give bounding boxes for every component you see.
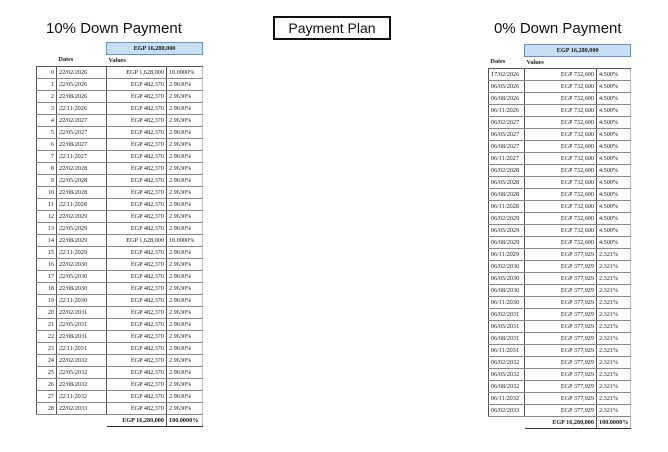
table-row — [37, 175, 203, 187]
values-column-header: Values — [107, 55, 167, 67]
table-row — [489, 381, 631, 393]
row-date: 06/08/2028 — [489, 189, 525, 201]
row-index: 20 — [37, 307, 57, 319]
row-percent: 2.9630% — [167, 403, 203, 415]
row-date: 22/08/2027 — [57, 139, 107, 151]
table-row — [37, 127, 203, 139]
table-row — [489, 201, 631, 213]
row-percent: 4.500% — [597, 189, 631, 201]
row-index: 17 — [37, 271, 57, 283]
row-percent: 4.500% — [597, 165, 631, 177]
row-date: 06/11/2027 — [489, 153, 525, 165]
total-row — [37, 415, 203, 427]
row-value: EGP 377,929 — [525, 369, 597, 381]
row-date: 22/05/2032 — [57, 367, 107, 379]
row-percent: 2.9630% — [167, 139, 203, 151]
table-row — [489, 69, 631, 81]
row-date: 22/11/2030 — [57, 295, 107, 307]
row-date: 22/08/2026 — [57, 91, 107, 103]
table-row — [489, 225, 631, 237]
row-date: 22/02/2029 — [57, 211, 107, 223]
table-row — [37, 115, 203, 127]
row-date: 17/02/2026 — [489, 69, 525, 81]
table-row — [489, 393, 631, 405]
row-index: 5 — [37, 127, 57, 139]
row-index: 1 — [37, 79, 57, 91]
row-date: 22/05/2027 — [57, 127, 107, 139]
row-percent: 4.500% — [597, 213, 631, 225]
total-value: EGP 16,280,000 — [525, 417, 597, 429]
table-row — [37, 247, 203, 259]
row-date: 06/02/2032 — [489, 357, 525, 369]
table-row — [489, 249, 631, 261]
table-row — [489, 405, 631, 417]
row-index: 22 — [37, 331, 57, 343]
total-percent: 100.0000% — [597, 417, 631, 429]
row-value: EGP 377,929 — [525, 405, 597, 417]
table-row — [489, 117, 631, 129]
row-percent: 4.500% — [597, 141, 631, 153]
row-date: 22/02/2033 — [57, 403, 107, 415]
table-row — [37, 391, 203, 403]
row-index: 19 — [37, 295, 57, 307]
row-index: 0 — [37, 67, 57, 79]
table-row — [37, 91, 203, 103]
table-row — [37, 307, 203, 319]
row-percent: 4.500% — [597, 69, 631, 81]
row-index: 25 — [37, 367, 57, 379]
row-value: EGP 482,370 — [107, 211, 167, 223]
row-value: EGP 732,600 — [525, 69, 597, 81]
row-value: EGP 732,600 — [525, 153, 597, 165]
row-date: 22/02/2028 — [57, 163, 107, 175]
row-date: 22/11/2026 — [57, 103, 107, 115]
row-percent: 2.321% — [597, 369, 631, 381]
row-percent: 2.9630% — [167, 391, 203, 403]
table-row — [489, 333, 631, 345]
table-row — [489, 369, 631, 381]
row-date: 22/05/2026 — [57, 79, 107, 91]
table-row — [489, 105, 631, 117]
row-percent: 2.321% — [597, 297, 631, 309]
row-value: EGP 482,370 — [107, 139, 167, 151]
row-value: EGP 377,929 — [525, 285, 597, 297]
table-row — [37, 331, 203, 343]
row-percent: 2.9630% — [167, 247, 203, 259]
row-date: 06/11/2026 — [489, 105, 525, 117]
row-date: 22/05/2031 — [57, 319, 107, 331]
row-index: 16 — [37, 259, 57, 271]
row-percent: 2.321% — [597, 333, 631, 345]
right-plan-heading: 0% Down Payment — [494, 20, 622, 37]
row-date: 06/05/2030 — [489, 273, 525, 285]
table-row — [37, 259, 203, 271]
row-date: 06/08/2026 — [489, 93, 525, 105]
table-row — [37, 199, 203, 211]
row-date: 06/08/2029 — [489, 237, 525, 249]
row-value: EGP 482,370 — [107, 115, 167, 127]
row-date: 22/02/2026 — [57, 67, 107, 79]
row-percent: 2.321% — [597, 357, 631, 369]
row-percent: 4.500% — [597, 93, 631, 105]
row-index: 23 — [37, 343, 57, 355]
total-amount-caption: EGP 16,280,000 — [107, 43, 203, 55]
row-value: EGP 482,370 — [107, 79, 167, 91]
row-value: EGP 482,370 — [107, 151, 167, 163]
table-row — [489, 165, 631, 177]
row-percent: 2.9630% — [167, 199, 203, 211]
row-value: EGP 482,370 — [107, 319, 167, 331]
total-row — [489, 417, 631, 429]
row-date: 06/02/2033 — [489, 405, 525, 417]
table-row — [489, 213, 631, 225]
row-value: EGP 482,370 — [107, 379, 167, 391]
row-value: EGP 482,370 — [107, 91, 167, 103]
row-percent: 2.9630% — [167, 271, 203, 283]
row-value: EGP 482,370 — [107, 259, 167, 271]
row-value: EGP 1,628,000 — [107, 235, 167, 247]
row-value: EGP 1,628,000 — [107, 67, 167, 79]
table-row — [37, 103, 203, 115]
table-row — [489, 237, 631, 249]
row-percent: 2.321% — [597, 405, 631, 417]
row-date: 22/08/2030 — [57, 283, 107, 295]
row-percent: 2.9630% — [167, 259, 203, 271]
row-value: EGP 732,600 — [525, 189, 597, 201]
row-percent: 4.500% — [597, 117, 631, 129]
row-percent: 4.500% — [597, 129, 631, 141]
row-percent: 4.500% — [597, 105, 631, 117]
row-index: 14 — [37, 235, 57, 247]
row-index: 21 — [37, 319, 57, 331]
blank-cell — [489, 417, 525, 429]
table-row — [37, 139, 203, 151]
row-date: 06/11/2029 — [489, 249, 525, 261]
table-row — [489, 129, 631, 141]
row-date: 06/05/2027 — [489, 129, 525, 141]
row-value: EGP 377,929 — [525, 261, 597, 273]
row-date: 06/05/2031 — [489, 321, 525, 333]
row-index: 8 — [37, 163, 57, 175]
row-value: EGP 377,929 — [525, 381, 597, 393]
row-percent: 4.500% — [597, 201, 631, 213]
table-row — [37, 223, 203, 235]
table-row — [37, 79, 203, 91]
row-percent: 2.9630% — [167, 331, 203, 343]
row-index: 9 — [37, 175, 57, 187]
table-row — [489, 141, 631, 153]
row-value: EGP 732,600 — [525, 177, 597, 189]
row-value: EGP 732,600 — [525, 213, 597, 225]
row-date: 06/11/2031 — [489, 345, 525, 357]
total-percent: 100.0000% — [167, 415, 203, 427]
table-row — [489, 345, 631, 357]
row-date: 06/08/2027 — [489, 141, 525, 153]
row-percent: 2.9630% — [167, 127, 203, 139]
table-row — [489, 297, 631, 309]
row-index: 28 — [37, 403, 57, 415]
row-percent: 2.9630% — [167, 187, 203, 199]
row-index: 10 — [37, 187, 57, 199]
row-date: 06/08/2030 — [489, 285, 525, 297]
row-date: 22/08/2032 — [57, 379, 107, 391]
row-date: 22/05/2028 — [57, 175, 107, 187]
row-value: EGP 482,370 — [107, 163, 167, 175]
row-percent: 2.9630% — [167, 211, 203, 223]
row-value: EGP 377,929 — [525, 309, 597, 321]
table-row — [37, 319, 203, 331]
row-date: 06/05/2026 — [489, 81, 525, 93]
row-value: EGP 482,370 — [107, 283, 167, 295]
table-row — [37, 151, 203, 163]
row-date: 22/11/2031 — [57, 343, 107, 355]
blank-cell — [57, 415, 107, 427]
row-percent: 2.9630% — [167, 175, 203, 187]
table-row — [37, 379, 203, 391]
values-column-header: Values — [525, 57, 597, 69]
row-date: 06/05/2032 — [489, 369, 525, 381]
row-date: 22/08/2031 — [57, 331, 107, 343]
row-value: EGP 732,600 — [525, 117, 597, 129]
row-index: 15 — [37, 247, 57, 259]
table-row — [489, 153, 631, 165]
row-index: 24 — [37, 355, 57, 367]
row-percent: 4.500% — [597, 81, 631, 93]
table-row — [37, 355, 203, 367]
row-date: 06/11/2032 — [489, 393, 525, 405]
table-row — [37, 211, 203, 223]
dates-column-header: Dates — [57, 55, 107, 67]
blank-cell — [37, 415, 57, 427]
table-row — [37, 187, 203, 199]
left-plan-heading: 10% Down Payment — [46, 20, 182, 37]
row-date: 06/02/2031 — [489, 309, 525, 321]
row-percent: 2.9630% — [167, 151, 203, 163]
row-value: EGP 732,600 — [525, 201, 597, 213]
row-value: EGP 732,600 — [525, 81, 597, 93]
row-index: 27 — [37, 391, 57, 403]
row-percent: 2.9630% — [167, 283, 203, 295]
row-percent: 2.9630% — [167, 115, 203, 127]
row-percent: 4.500% — [597, 225, 631, 237]
row-index: 7 — [37, 151, 57, 163]
row-percent: 2.321% — [597, 321, 631, 333]
row-date: 22/11/2027 — [57, 151, 107, 163]
table-row — [489, 273, 631, 285]
row-percent: 2.9630% — [167, 79, 203, 91]
row-percent: 2.9630% — [167, 295, 203, 307]
row-value: EGP 482,370 — [107, 403, 167, 415]
total-value: EGP 16,280,000 — [107, 415, 167, 427]
row-value: EGP 482,370 — [107, 307, 167, 319]
row-date: 22/02/2031 — [57, 307, 107, 319]
row-date: 22/08/2028 — [57, 187, 107, 199]
row-value: EGP 377,929 — [525, 321, 597, 333]
table-row — [37, 163, 203, 175]
row-date: 22/11/2028 — [57, 199, 107, 211]
row-value: EGP 732,600 — [525, 93, 597, 105]
row-date: 06/11/2028 — [489, 201, 525, 213]
row-value: EGP 482,370 — [107, 331, 167, 343]
row-value: EGP 377,929 — [525, 273, 597, 285]
row-value: EGP 482,370 — [107, 271, 167, 283]
row-index: 2 — [37, 91, 57, 103]
row-value: EGP 482,370 — [107, 343, 167, 355]
row-value: EGP 377,929 — [525, 249, 597, 261]
table-row — [489, 261, 631, 273]
row-value: EGP 482,370 — [107, 187, 167, 199]
row-value: EGP 732,600 — [525, 225, 597, 237]
table-row — [37, 283, 203, 295]
row-date: 06/08/2032 — [489, 381, 525, 393]
row-percent: 4.500% — [597, 177, 631, 189]
row-value: EGP 482,370 — [107, 103, 167, 115]
table-row — [37, 235, 203, 247]
row-value: EGP 732,600 — [525, 237, 597, 249]
row-date: 06/11/2030 — [489, 297, 525, 309]
table-row — [489, 285, 631, 297]
row-value: EGP 482,370 — [107, 367, 167, 379]
row-percent: 4.500% — [597, 237, 631, 249]
table-row — [489, 321, 631, 333]
table-row — [489, 309, 631, 321]
row-percent: 2.321% — [597, 381, 631, 393]
row-value: EGP 482,370 — [107, 295, 167, 307]
row-value: EGP 482,370 — [107, 175, 167, 187]
row-percent: 2.9630% — [167, 103, 203, 115]
row-percent: 2.9630% — [167, 91, 203, 103]
row-date: 22/11/2029 — [57, 247, 107, 259]
table-row — [489, 189, 631, 201]
row-date: 22/02/2027 — [57, 115, 107, 127]
table-row — [37, 67, 203, 79]
row-index: 18 — [37, 283, 57, 295]
row-index: 3 — [37, 103, 57, 115]
row-percent: 2.9630% — [167, 367, 203, 379]
row-percent: 2.9630% — [167, 307, 203, 319]
row-percent: 2.321% — [597, 285, 631, 297]
row-percent: 2.321% — [597, 309, 631, 321]
table-row — [489, 357, 631, 369]
row-date: 22/05/2030 — [57, 271, 107, 283]
row-index: 11 — [37, 199, 57, 211]
row-index: 26 — [37, 379, 57, 391]
row-value: EGP 377,929 — [525, 345, 597, 357]
row-value: EGP 482,370 — [107, 391, 167, 403]
table-row — [37, 271, 203, 283]
payment-plan-title: Payment Plan — [273, 16, 391, 40]
row-value: EGP 732,600 — [525, 141, 597, 153]
row-date: 06/02/2029 — [489, 213, 525, 225]
row-value: EGP 482,370 — [107, 223, 167, 235]
row-percent: 2.321% — [597, 273, 631, 285]
dates-column-header: Dates — [489, 57, 525, 69]
row-value: EGP 377,929 — [525, 357, 597, 369]
row-date: 22/11/2032 — [57, 391, 107, 403]
row-value: EGP 732,600 — [525, 129, 597, 141]
row-percent: 2.321% — [597, 249, 631, 261]
row-percent: 2.321% — [597, 393, 631, 405]
row-percent: 2.9630% — [167, 223, 203, 235]
row-value: EGP 377,929 — [525, 393, 597, 405]
row-percent: 2.9630% — [167, 319, 203, 331]
total-amount-caption: EGP 16,280,000 — [525, 45, 631, 57]
row-date: 06/08/2031 — [489, 333, 525, 345]
row-value: EGP 732,600 — [525, 105, 597, 117]
row-value: EGP 482,370 — [107, 247, 167, 259]
row-percent: 2.9630% — [167, 343, 203, 355]
table-row — [37, 295, 203, 307]
row-date: 06/05/2028 — [489, 177, 525, 189]
row-index: 13 — [37, 223, 57, 235]
row-index: 4 — [37, 115, 57, 127]
row-percent: 4.500% — [597, 153, 631, 165]
table-row — [37, 367, 203, 379]
row-percent: 2.9630% — [167, 163, 203, 175]
row-date: 22/02/2032 — [57, 355, 107, 367]
row-value: EGP 482,370 — [107, 355, 167, 367]
row-percent: 10.0000% — [167, 235, 203, 247]
row-date: 22/02/2030 — [57, 259, 107, 271]
table-row — [489, 81, 631, 93]
down-payment-0-table — [488, 44, 631, 429]
table-row — [37, 403, 203, 415]
row-percent: 2.9630% — [167, 355, 203, 367]
row-date: 06/02/2030 — [489, 261, 525, 273]
row-percent: 2.321% — [597, 261, 631, 273]
row-date: 22/05/2029 — [57, 223, 107, 235]
row-value: EGP 377,929 — [525, 297, 597, 309]
row-index: 6 — [37, 139, 57, 151]
row-value: EGP 377,929 — [525, 333, 597, 345]
row-value: EGP 482,370 — [107, 199, 167, 211]
row-value: EGP 482,370 — [107, 127, 167, 139]
row-date: 06/02/2028 — [489, 165, 525, 177]
row-date: 22/08/2029 — [57, 235, 107, 247]
row-value: EGP 732,600 — [525, 165, 597, 177]
row-percent: 2.321% — [597, 345, 631, 357]
row-date: 06/05/2029 — [489, 225, 525, 237]
table-row — [37, 343, 203, 355]
down-payment-10-table — [36, 42, 203, 427]
row-percent: 2.9630% — [167, 379, 203, 391]
table-row — [489, 177, 631, 189]
row-date: 06/02/2027 — [489, 117, 525, 129]
table-row — [489, 93, 631, 105]
row-percent: 10.0000% — [167, 67, 203, 79]
row-index: 12 — [37, 211, 57, 223]
